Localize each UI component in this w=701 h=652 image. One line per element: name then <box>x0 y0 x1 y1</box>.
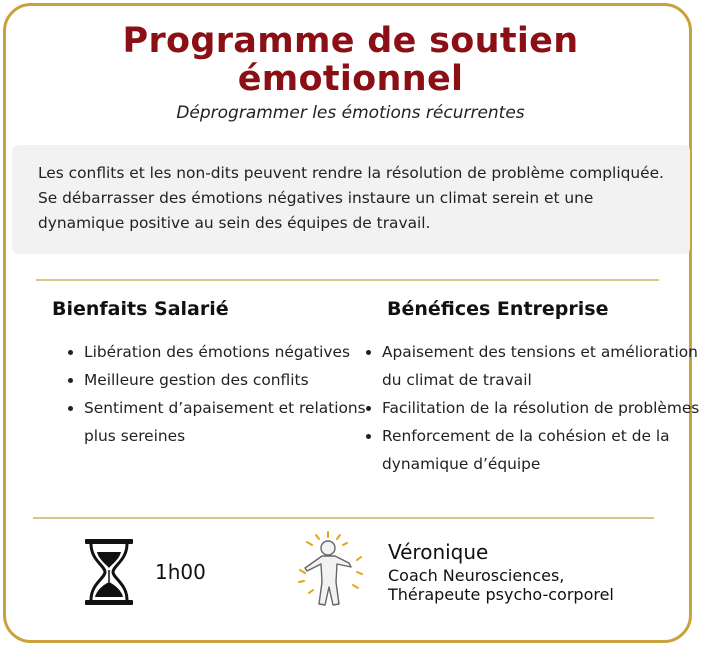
page-title <box>0 22 701 98</box>
relaxed-person-icon <box>295 530 365 610</box>
company-benefits-title: Bénéfices Entreprise <box>387 298 609 320</box>
intro-text: Les conflits et les non-dits peuvent rendre la résolution de problème compliquée. Se débarrasser des émotions négatives instaure un climat serein et une dynamique positive au sein des équipes de travail. <box>12 145 690 254</box>
list-item: • Facilitation de la résolution de problèmes <box>382 394 701 422</box>
list-item: • Renforcement de la cohésion et de la dynamique d’équipe <box>382 422 701 478</box>
duration-value: 1h00 <box>155 560 206 584</box>
divider-bottom <box>33 517 654 519</box>
divider-top <box>36 279 659 281</box>
hourglass-icon <box>83 538 135 606</box>
coach-role <box>388 566 614 604</box>
page-subtitle: Déprogrammer les émotions récurrentes <box>176 103 525 123</box>
list-item: • Sentiment d’apaisement et relations plus sereines <box>84 394 374 450</box>
title-line-2: émotionnel <box>237 59 464 99</box>
list-item: • Libération des émotions négatives <box>84 338 374 366</box>
list-item: • Apaisement des tensions et amélioration du climat de travail <box>382 338 701 394</box>
company-benefits-list <box>362 338 701 478</box>
coach-name: Véronique <box>388 540 489 564</box>
coach-role-line-1: Coach Neurosciences, <box>388 566 565 585</box>
employee-benefits-list <box>64 338 374 450</box>
employee-benefits-title: Bienfaits Salarié <box>52 298 229 320</box>
title-line-1: Programme de soutien <box>122 21 579 61</box>
coach-role-line-2: Thérapeute psycho-corporel <box>388 585 614 604</box>
list-item: • Meilleure gestion des conflits <box>84 366 374 394</box>
